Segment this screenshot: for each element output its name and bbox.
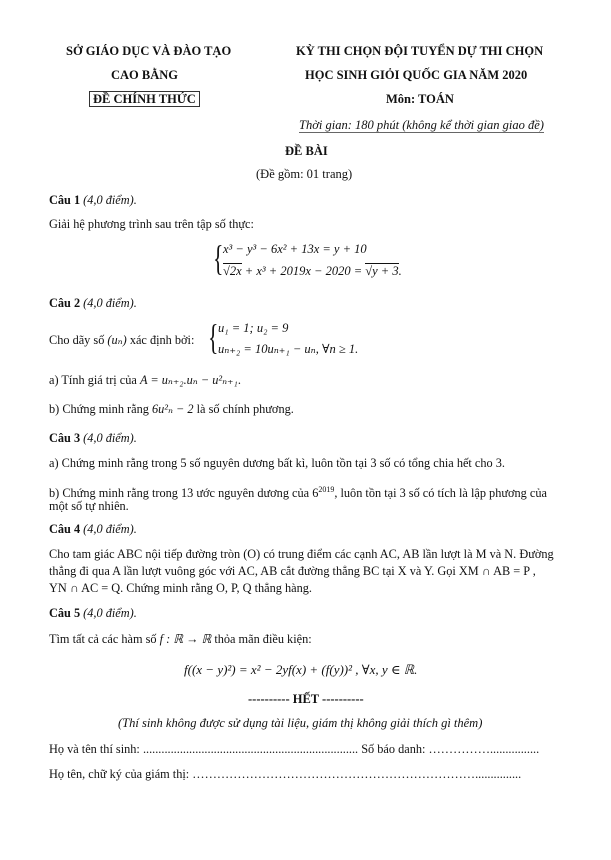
q3-heading <box>49 430 137 447</box>
footer-note: (Thí sinh không được sử dụng tài liệu, giám thị không giải thích gì thêm) <box>118 716 483 730</box>
q3-b-power-exp: 2019 <box>318 485 335 494</box>
q2-heading <box>49 295 137 312</box>
q2-system <box>208 318 368 362</box>
q5-heading <box>49 605 137 622</box>
q2-points: (4,0 điểm). <box>83 296 137 310</box>
q2-a-text: a) Tính giá trị của <box>49 373 137 387</box>
q1-eq2-sqrt-right: √y + 3 <box>365 264 399 278</box>
sbd-blank[interactable]: ……………................ <box>428 742 540 756</box>
end-mark: ---------- HẾT ---------- <box>248 692 364 706</box>
time-note-text: Thời gian: 180 phút (không kể thời gian giao đề) <box>299 118 544 132</box>
q3-b-text-a: b) Chứng minh rằng trong 13 ước nguyên dương của <box>49 486 310 501</box>
q2-b-end: là số chính phương. <box>196 402 294 416</box>
q4-line2: thẳng đi qua A lần lượt vuông góc với AC, AB cắt đường thẳng BC tại X và Y. Gọi XM ∩ AB = P , <box>49 564 536 578</box>
candidate-line <box>49 741 569 758</box>
q2-part-a <box>49 372 241 389</box>
q5-intro-b: thỏa mãn điều kiện: <box>214 632 312 646</box>
exam-title: ĐỀ BÀI <box>285 144 328 158</box>
candidate-name-blank[interactable]: ...................................................................... <box>142 742 359 756</box>
q2-intro-text: Cho dãy số <box>49 333 105 347</box>
q1-eq2-sqrt-left: √2x <box>223 264 242 278</box>
q1-label: Câu 1 <box>49 193 81 207</box>
q1-eq1: x³ − y³ − 6x² + 13x = y + 10 <box>223 242 367 256</box>
q4-label: Câu 4 <box>49 522 81 536</box>
q2-brace: { <box>208 317 219 357</box>
q2-a-expression: A = uₙ₊₂.uₙ − u²ₙ₊₁ <box>139 373 238 387</box>
q2-part-b <box>49 401 294 418</box>
q2-b-expression: 6u²ₙ − 2 <box>151 402 194 416</box>
header-time-note <box>299 118 544 133</box>
q1-text: Giải hệ phương trình sau trên tập số thực: <box>49 217 254 231</box>
q4-line1: Cho tam giác ABC nội tiếp đường tròn (O) có trung điểm các cạnh AC, AB lần lượt là M và N. Đường <box>49 547 554 561</box>
q3-points: (4,0 điểm). <box>83 431 137 445</box>
proctor-line <box>49 766 569 783</box>
q3-part-a: a) Chứng minh rằng trong 5 số nguyên dương bất kì, luôn tồn tại 3 số có tổng chia hết cho 3. <box>49 456 505 470</box>
header-exam-name: KỲ THI CHỌN ĐỘI TUYỂN DỰ THI CHỌN <box>296 44 544 58</box>
candidate-label: Họ và tên thí sinh: <box>49 742 143 756</box>
q2-defined-text: xác định bởi: <box>129 333 195 347</box>
official-exam-badge <box>89 92 200 107</box>
q4-line3: YN ∩ AC = Q. Chứng minh rằng O, P, Q thẳng hàng. <box>49 581 312 595</box>
q5-equation: f((x − y)²) = x² − 2yf(x) + (f(y))² , ∀x, y ∈ ℝ. <box>184 662 418 677</box>
header-province: CAO BẰNG <box>111 68 179 82</box>
q4-points: (4,0 điểm). <box>83 522 137 536</box>
proctor-signature-blank[interactable]: ……………………………………………………………............... <box>192 767 522 781</box>
q2-sys1: u₁ = 1; u₂ = 9 <box>218 321 289 335</box>
q5-intro-a: Tìm tất cả các hàm số <box>49 632 157 646</box>
q2-b-text: b) Chứng minh rằng <box>49 402 149 416</box>
q4-heading <box>49 521 137 538</box>
q2-sys2-text: uₙ₊₂ = 10uₙ₊₁ − uₙ, ∀n ≥ 1 <box>218 342 356 356</box>
q3-label: Câu 3 <box>49 431 81 445</box>
q5-points: (4,0 điểm). <box>83 606 137 620</box>
q2-a-end: . <box>237 373 241 387</box>
q2-sequence: (uₙ) <box>107 333 127 347</box>
q3-part-b-line2: một số tự nhiên. <box>49 499 129 513</box>
q5-intro <box>49 631 312 648</box>
q2-label: Câu 2 <box>49 296 81 310</box>
q1-eq2 <box>223 264 402 279</box>
q3-b-text-b: , luôn tồn tại 3 số có tích là lập phương của <box>334 486 547 501</box>
q1-eq2-middle: + x³ + 2019x − 2020 = <box>241 264 366 278</box>
q1-system <box>213 238 413 286</box>
q1-heading <box>49 192 137 209</box>
q1-brace: { <box>213 238 224 278</box>
official-exam-label: ĐỀ CHÍNH THỨC <box>89 91 200 107</box>
q2-sys-end: . <box>355 342 359 356</box>
proctor-label: Họ tên, chữ ký của giám thị: <box>49 767 193 781</box>
q2-sys2 <box>218 341 358 357</box>
header-exam-year: HỌC SINH GIỎI QUỐC GIA NĂM 2020 <box>305 68 528 82</box>
header-subject: Môn: TOÁN <box>386 92 454 106</box>
q1-eq2-end: . <box>398 264 402 278</box>
q5-function: f : ℝ → ℝ <box>159 632 212 646</box>
q5-label: Câu 5 <box>49 606 81 620</box>
q2-intro <box>49 332 194 349</box>
header-department: SỞ GIÁO DỤC VÀ ĐÀO TẠO <box>66 44 232 58</box>
q3-b-power <box>312 486 334 500</box>
exam-subtitle: (Đề gồm: 01 trang) <box>256 167 353 181</box>
sbd-label: Số báo danh: <box>358 742 429 756</box>
q1-points: (4,0 điểm). <box>83 193 137 207</box>
q3-b-power-base: 6 <box>312 486 319 501</box>
